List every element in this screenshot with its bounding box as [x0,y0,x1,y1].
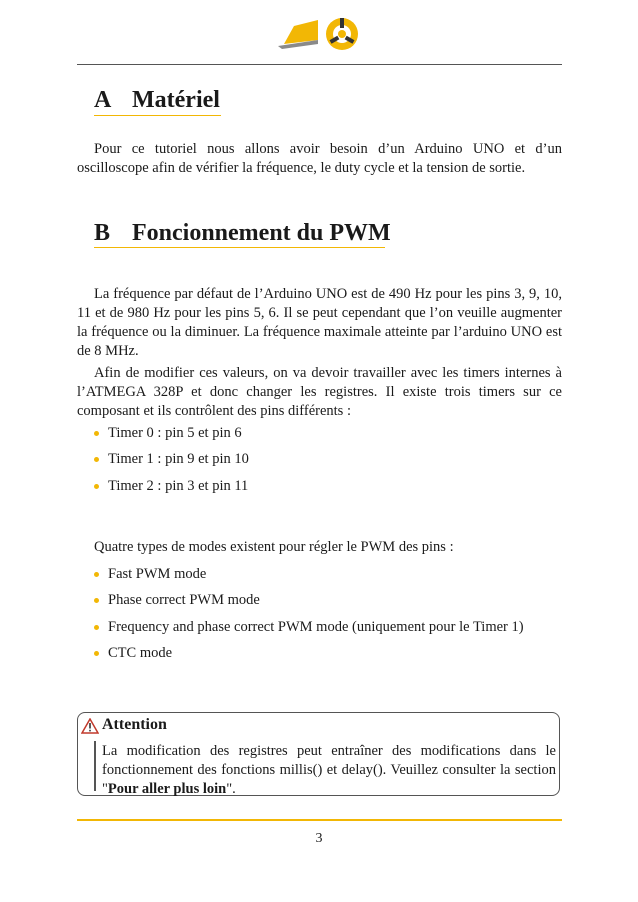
paragraph-timers-intro: Afin de modifier ces valeurs, on va devoir travailler avec les timers internes à l’ATMEGA 328P et donc changer les registres. Il existe trois timers sur ce composant et ils contrôlent des pins différents : [77,365,562,419]
section-title: Foncionnement du PWM [132,220,391,246]
callout-text: La modification des registres peut entraîner des modifications dans le fonctionnement des fonctions millis() et delay(). Veuillez consulter la section "Pour aller plus loin". [102,743,556,797]
footer-rule [77,819,562,821]
list-item: Timer 0 : pin 5 et pin 6 [94,424,249,450]
list-item: Fast PWM mode [94,565,524,591]
bullet-icon [94,431,99,436]
callout-bar [94,741,96,791]
bullet-icon [94,457,99,462]
timers-list [94,424,249,503]
paragraph-pwm-frequency: La fréquence par défaut de l’Arduino UNO est de 490 Hz pour les pins 3, 9, 10, 11 et de 980 Hz pour les pins 5, 6. Il se peut cependant que l’on veuille augmenter la fréquence ou la diminuer. La fréquence maximale atteinte par l’arduino UNO est de 8 MHz. [77,286,562,359]
bullet-icon [94,572,99,577]
section-number: A [94,87,112,113]
bullet-icon [94,651,99,656]
list-item: Timer 2 : pin 3 et pin 11 [94,477,249,503]
page-number: 3 [315,831,323,846]
list-item: Phase correct PWM mode [94,591,524,617]
section-title: Matériel [132,87,220,113]
section-underline [94,247,385,248]
section-reference: Pour aller plus loin [107,781,227,797]
bullet-icon [94,598,99,603]
section-number: B [94,220,111,246]
section-heading-a [94,87,220,114]
paragraph-materiel: Pour ce tutoriel nous allons avoir besoin d’un Arduino UNO et d’un oscilloscope afin de vérifier la fréquence, le duty cycle et la tension de sortie. [77,141,562,176]
list-item: CTC mode [94,644,524,670]
bullet-icon [94,625,99,630]
section-heading-b [94,220,391,247]
paragraph-modes-intro: Quatre types de modes existent pour régler le PWM des pins : [94,539,454,555]
section-underline [94,115,221,116]
list-item: Timer 1 : pin 9 et pin 10 [94,450,249,476]
bullet-icon [94,484,99,489]
modes-list [94,565,524,670]
list-item: Frequency and phase correct PWM mode (uniquement pour le Timer 1) [94,618,524,644]
header-logo-icon [278,16,360,52]
header-rule [77,64,562,65]
warning-triangle-icon [81,718,99,734]
callout-title: Attention [102,716,167,733]
